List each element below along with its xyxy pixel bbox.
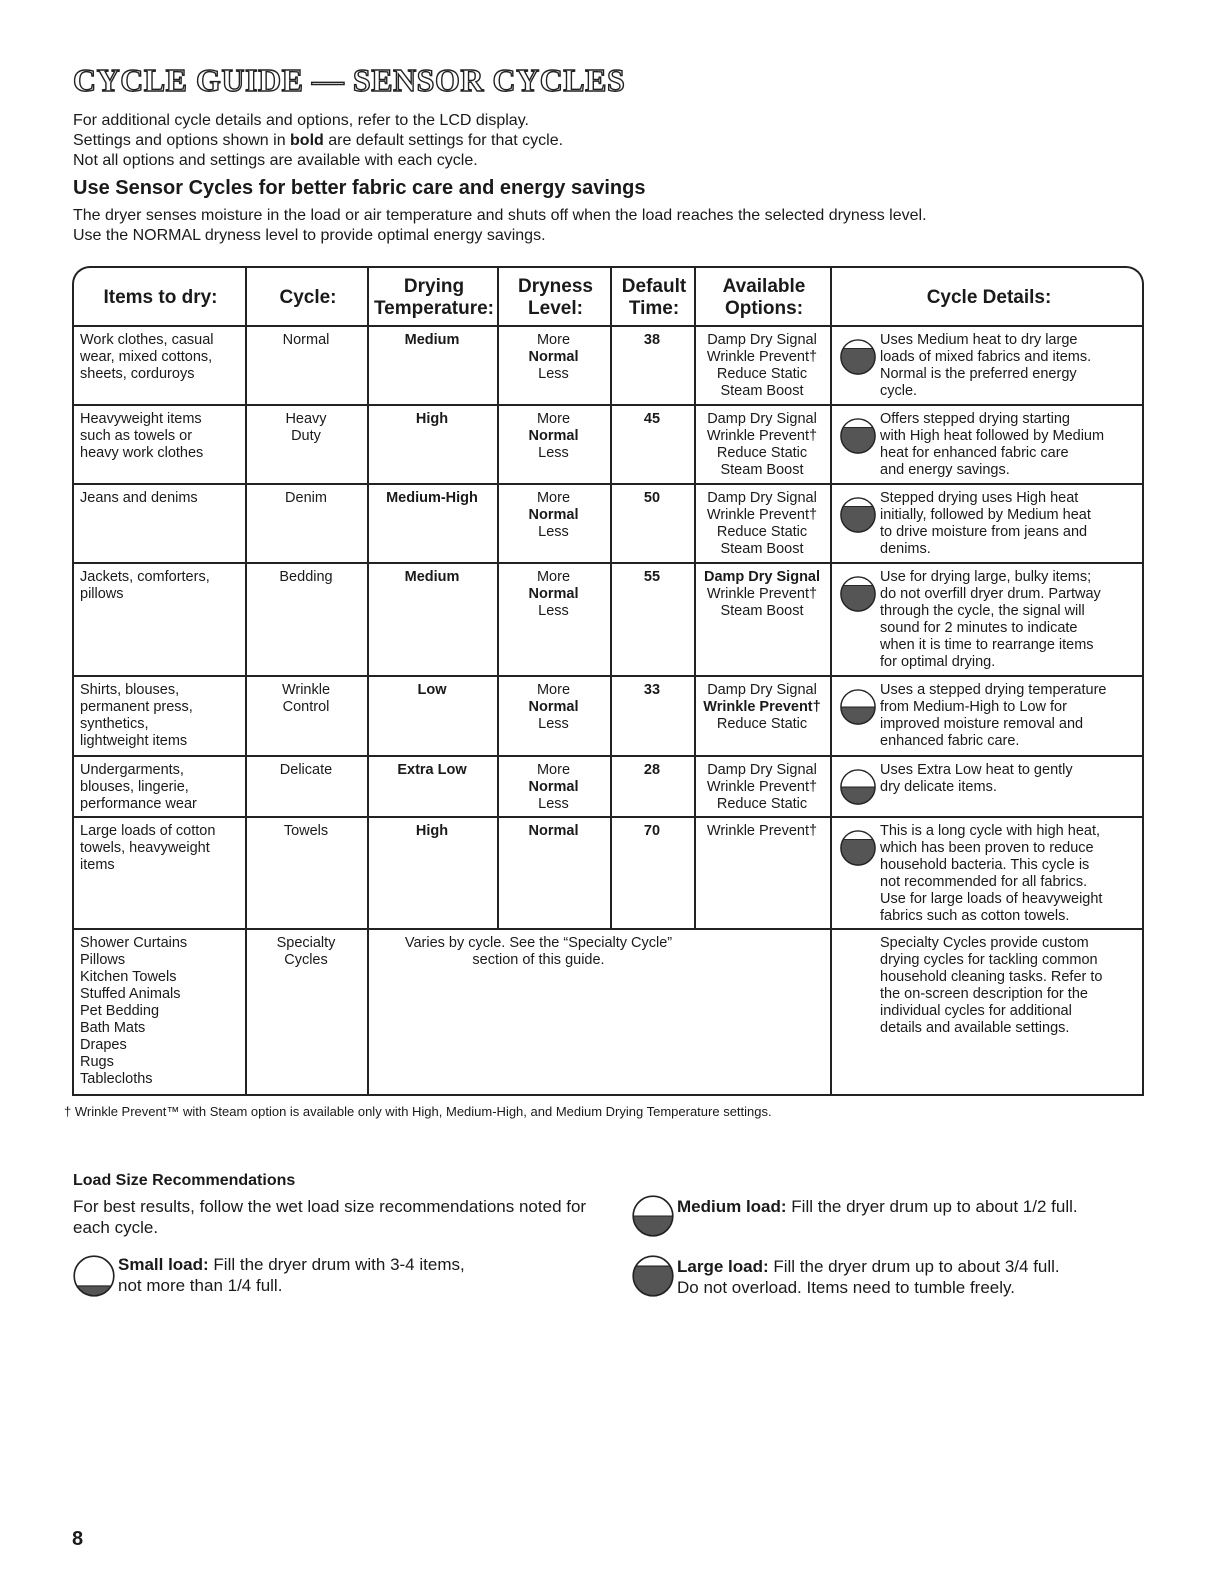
cycle-cell [245, 332, 367, 349]
medium-load-legend [631, 1194, 675, 1243]
dryness-cell-line: Less [538, 366, 569, 382]
column-divider [830, 405, 832, 484]
options-cell-line: Wrinkle Prevent† [706, 428, 818, 444]
load-size-icon [839, 417, 875, 453]
load-size-icon [839, 829, 875, 865]
details-cell-line: Specialty Cycles provide custom [880, 935, 1089, 951]
dryness-cell-line: Normal [528, 699, 579, 715]
section-line: The dryer senses moisture in the load or air temperature and shuts off when the load reaches the selected dryness level. [73, 207, 927, 224]
temperature-cell [367, 332, 497, 349]
load-size-icon [839, 575, 875, 611]
items-cell [80, 490, 243, 507]
time-cell-line: 70 [643, 823, 661, 839]
time-cell [610, 823, 694, 840]
row-divider [72, 816, 1144, 818]
cycle-cell [245, 569, 367, 586]
details-cell-line: the on-screen description for the [880, 986, 1088, 1002]
cycle-cell [245, 411, 367, 445]
dryness-cell [497, 332, 610, 383]
cycle-table [72, 266, 1144, 1095]
column-divider [830, 484, 832, 563]
details-cell-line: details and available settings. [880, 1020, 1070, 1036]
small-load-line: not more than 1/4 full. [118, 1276, 283, 1295]
column-divider [830, 817, 832, 929]
temperature-cell-line: Low [417, 682, 447, 698]
items-cell-line: sheets, corduroys [80, 366, 195, 382]
dryness-cell [497, 569, 610, 620]
options-cell-line: Damp Dry Signal [707, 411, 817, 427]
details-cell [880, 332, 1140, 400]
temperature-cell [367, 823, 497, 840]
time-cell-line: 55 [643, 569, 661, 585]
header-items: Items to dry: [103, 287, 218, 308]
dryness-cell [497, 411, 610, 462]
items-cell-line: Work clothes, casual [80, 332, 214, 348]
options-cell-line: Reduce Static [716, 366, 808, 382]
dryness-cell-line: More [536, 490, 571, 506]
details-cell [880, 490, 1140, 558]
options-cell-line: Reduce Static [716, 796, 808, 812]
load-size-heading: Load Size Recommendations [73, 1172, 296, 1189]
load-size-icon [839, 768, 875, 804]
items-cell [80, 823, 243, 874]
items-cell-line: wear, mixed cottons, [80, 349, 213, 365]
details-cell [880, 823, 1140, 925]
varies-cell-line: Varies by cycle. See the “Specialty Cycle” [404, 935, 673, 951]
intro-bold-word: bold [290, 132, 324, 149]
dryness-cell-line: Less [538, 796, 569, 812]
cycle-cell-line: Bedding [279, 569, 333, 585]
column-divider [245, 266, 247, 326]
temperature-cell-line: Medium [404, 569, 460, 585]
temperature-cell [367, 762, 497, 779]
details-cell-line: not recommended for all fabrics. [880, 874, 1088, 890]
items-cell-line: Bath Mats [80, 1020, 146, 1036]
details-cell-line: dry delicate items. [880, 779, 997, 795]
intro-line: Not all options and settings are available with each cycle. [73, 152, 478, 169]
load-large-icon [839, 338, 877, 376]
small-load-legend [72, 1254, 116, 1303]
options-cell [694, 682, 830, 733]
header-temperature: Drying Temperature: [373, 276, 494, 319]
items-cell-line: towels, heavyweight [80, 840, 210, 856]
dryness-cell-line: More [536, 569, 571, 585]
time-cell-line: 50 [643, 490, 661, 506]
details-cell-line: Normal is the preferred energy [880, 366, 1077, 382]
small-load-label: Small load: [118, 1255, 209, 1274]
options-cell-line: Reduce Static [716, 524, 808, 540]
row-divider [72, 562, 1144, 564]
options-cell [694, 762, 830, 813]
items-cell-line: such as towels or [80, 428, 193, 444]
details-cell-line: to drive moisture from jeans and [880, 524, 1088, 540]
temperature-cell-line: Extra Low [397, 762, 467, 778]
items-cell-line: Kitchen Towels [80, 969, 177, 985]
dryness-cell [497, 490, 610, 541]
column-divider [367, 266, 369, 326]
options-cell-line: Steam Boost [720, 603, 804, 619]
options-cell [694, 332, 830, 400]
items-cell [80, 332, 243, 383]
dryness-cell-line: Normal [528, 586, 579, 602]
options-cell-line: Wrinkle Prevent† [706, 507, 818, 523]
options-cell-line: Damp Dry Signal [707, 682, 817, 698]
dryness-cell-line: Less [538, 603, 569, 619]
row-divider [72, 325, 1144, 327]
items-cell [80, 569, 243, 603]
details-cell-line: This is a long cycle with high heat, [880, 823, 1101, 839]
temperature-cell [367, 569, 497, 586]
dryness-cell-line: More [536, 411, 571, 427]
temperature-cell-line: High [415, 823, 449, 839]
intro-text-part: Settings and options shown in [73, 132, 291, 149]
items-cell-line: permanent press, [80, 699, 193, 715]
time-cell-line: 45 [643, 411, 661, 427]
row-divider [72, 483, 1144, 485]
load-size-text: For best results, follow the wet load size recommendations noted for each cycle. [73, 1197, 587, 1237]
header-options: Available Options: [722, 276, 806, 319]
row-divider [72, 755, 1144, 757]
column-divider [610, 266, 612, 326]
cycle-cell-line: Normal [282, 332, 330, 348]
items-cell-line: Pillows [80, 952, 126, 968]
details-cell-line: for optimal drying. [880, 654, 996, 670]
column-divider [830, 563, 832, 676]
items-cell-line: Tablecloths [80, 1071, 153, 1087]
items-cell-line: Shower Curtains [80, 935, 188, 951]
options-cell-line: Damp Dry Signal [707, 762, 817, 778]
cycle-cell [245, 823, 367, 840]
load-medium-icon [839, 768, 877, 806]
small-load-note [118, 1254, 465, 1296]
varies-cell [367, 935, 710, 969]
dryness-cell [497, 762, 610, 813]
column-divider [830, 326, 832, 405]
time-cell-line: 28 [643, 762, 661, 778]
column-divider [830, 266, 832, 326]
details-cell [880, 411, 1140, 479]
medium-load-text: Fill the dryer drum up to about 1/2 full. [786, 1197, 1078, 1216]
details-cell-line: individual cycles for additional [880, 1003, 1072, 1019]
details-cell [880, 762, 1140, 796]
cycle-cell-line: Wrinkle [281, 682, 331, 698]
dryness-cell-line: Less [538, 524, 569, 540]
table-border [1142, 326, 1144, 1095]
dryness-cell-line: Normal [528, 779, 579, 795]
time-cell [610, 490, 694, 507]
details-cell-line: Uses a stepped drying temperature [880, 682, 1107, 698]
details-cell-line: when it is time to rearrange items [880, 637, 1094, 653]
dryness-cell-line: Normal [528, 823, 579, 839]
large-load-text: Fill the dryer drum up to about 3/4 full. [768, 1257, 1060, 1276]
large-load-label: Large load: [677, 1257, 769, 1276]
load-large-icon [839, 417, 877, 455]
medium-load-note [677, 1196, 1078, 1217]
details-cell [880, 682, 1140, 750]
intro-text [73, 111, 563, 171]
header-details: Cycle Details: [926, 287, 1052, 308]
items-cell-line: Stuffed Animals [80, 986, 181, 1002]
cycle-cell-line: Delicate [279, 762, 333, 778]
small-load-icon [72, 1254, 116, 1298]
load-size-icon [839, 688, 875, 724]
details-cell-line: household cleaning tasks. Refer to [880, 969, 1103, 985]
items-cell-line: synthetics, [80, 716, 149, 732]
details-cell-line: through the cycle, the signal will [880, 603, 1085, 619]
details-cell-line: Uses Extra Low heat to gently [880, 762, 1073, 778]
details-cell-line: sound for 2 minutes to indicate [880, 620, 1078, 636]
items-cell [80, 411, 243, 462]
medium-load-line [677, 1196, 1078, 1217]
details-cell-line: heat for enhanced fabric care [880, 445, 1069, 461]
medium-load-label: Medium load: [677, 1197, 787, 1216]
items-cell [80, 682, 243, 750]
options-cell-line: Steam Boost [720, 541, 804, 557]
details-cell-line: drying cycles for tackling common [880, 952, 1098, 968]
details-cell-line: fabrics such as cotton towels. [880, 908, 1070, 924]
column-divider [830, 929, 832, 1095]
items-cell-line: heavy work clothes [80, 445, 204, 461]
dryness-cell-line: Normal [528, 428, 579, 444]
options-cell [694, 490, 830, 558]
items-cell-line: Jeans and denims [80, 490, 198, 506]
small-load-line [118, 1254, 465, 1275]
time-cell-line: 38 [643, 332, 661, 348]
options-cell [694, 823, 830, 840]
options-cell-line: Wrinkle Prevent† [706, 779, 818, 795]
options-cell-line: Steam Boost [720, 462, 804, 478]
small-load-text: Fill the dryer drum with 3-4 items, [208, 1255, 465, 1274]
items-cell-line: Jackets, comforters, [80, 569, 210, 585]
load-size-icon [839, 496, 875, 532]
details-cell-line: Uses Medium heat to dry large [880, 332, 1078, 348]
load-large-icon [839, 829, 877, 867]
header-cycle: Cycle: [279, 287, 337, 308]
row-divider [72, 928, 1144, 930]
intro-line: For additional cycle details and options, refer to the LCD display. [73, 112, 529, 129]
medium-load-icon [631, 1194, 675, 1238]
options-cell-line: Reduce Static [716, 445, 808, 461]
load-large-icon [839, 575, 877, 613]
details-cell-line: with High heat followed by Medium [880, 428, 1105, 444]
items-cell [80, 935, 243, 1088]
items-cell-line: blouses, lingerie, [80, 779, 189, 795]
items-cell-line: Large loads of cotton [80, 823, 216, 839]
details-cell-line: household bacteria. This cycle is [880, 857, 1090, 873]
options-cell-line: Damp Dry Signal [707, 490, 817, 506]
table-border [72, 326, 74, 1095]
details-cell-line: improved moisture removal and [880, 716, 1084, 732]
dryness-cell-line: More [536, 332, 571, 348]
temperature-cell-line: Medium-High [386, 490, 478, 506]
options-cell-line: Wrinkle Prevent† [706, 586, 818, 602]
options-cell-line: Damp Dry Signal [703, 569, 821, 585]
options-cell-line: Wrinkle Prevent† [703, 699, 821, 715]
cycle-cell-line: Towels [283, 823, 329, 839]
items-cell-line: Undergarments, [80, 762, 184, 778]
details-cell-line: denims. [880, 541, 931, 557]
items-cell-line: Heavyweight items [80, 411, 202, 427]
items-cell-line: Shirts, blouses, [80, 682, 180, 698]
header-dryness: Dryness Level: [518, 276, 593, 319]
options-cell [694, 411, 830, 479]
header-time: Default Time: [621, 276, 687, 319]
table-header [72, 266, 1144, 326]
row-divider [72, 675, 1144, 677]
large-load-icon [631, 1254, 675, 1298]
time-cell [610, 411, 694, 428]
details-cell-line: and energy savings. [880, 462, 1010, 478]
dryness-cell-line: Normal [528, 507, 579, 523]
dryness-cell-line: Less [538, 716, 569, 732]
cycle-cell-line: Specialty [276, 935, 336, 951]
cycle-cell-line: Control [282, 699, 330, 715]
details-cell-line: cycle. [880, 383, 918, 399]
load-large-icon [839, 496, 877, 534]
dryness-cell-line: Less [538, 445, 569, 461]
time-cell [610, 332, 694, 349]
items-cell-line: lightweight items [80, 733, 188, 749]
cycle-cell-line: Heavy [285, 411, 327, 427]
row-divider [72, 404, 1144, 406]
details-cell [880, 935, 1140, 1037]
options-cell-line: Steam Boost [720, 383, 804, 399]
details-cell-line: from Medium-High to Low for [880, 699, 1067, 715]
items-cell [80, 762, 243, 813]
items-cell-line: performance wear [80, 796, 197, 812]
large-load-line [677, 1256, 1060, 1277]
temperature-cell-line: Medium [404, 332, 460, 348]
load-medium-icon [839, 688, 877, 726]
details-cell-line: initially, followed by Medium heat [880, 507, 1091, 523]
dryness-cell-line: More [536, 682, 571, 698]
cycle-cell-line: Cycles [284, 952, 328, 968]
details-cell-line: Use for drying large, bulky items; [880, 569, 1092, 585]
intro-line [73, 131, 563, 151]
cycle-cell [245, 935, 367, 969]
page-title: CYCLE GUIDE — SENSOR CYCLES [73, 62, 626, 98]
section-text [73, 206, 927, 246]
details-cell-line: do not overfill dryer drum. Partway [880, 586, 1101, 602]
dryness-cell-line: More [536, 762, 571, 778]
details-cell [880, 569, 1140, 671]
temperature-cell-line: High [415, 411, 449, 427]
time-cell [610, 569, 694, 586]
time-cell-line: 33 [643, 682, 661, 698]
large-load-legend [631, 1254, 675, 1303]
large-load-line: Do not overload. Items need to tumble freely. [677, 1278, 1015, 1297]
options-cell-line: Reduce Static [716, 716, 808, 732]
dryness-cell [497, 823, 610, 840]
items-cell-line: Drapes [80, 1037, 127, 1053]
page-number: 8 [72, 1528, 84, 1550]
items-cell-line: Pet Bedding [80, 1003, 160, 1019]
time-cell [610, 762, 694, 779]
load-size-icon [839, 338, 875, 374]
column-divider [497, 266, 499, 326]
footnote: † Wrinkle Prevent™ with Steam option is available only with High, Medium-High, and Medium Drying Temperature settings. [64, 1104, 772, 1119]
details-cell-line: enhanced fabric care. [880, 733, 1020, 749]
details-cell-line: which has been proven to reduce [880, 840, 1094, 856]
section-heading: Use Sensor Cycles for better fabric care and energy savings [73, 177, 646, 199]
temperature-cell [367, 682, 497, 699]
items-cell-line: items [80, 857, 115, 873]
options-cell [694, 569, 830, 620]
intro-text-part: are default settings for that cycle. [323, 132, 564, 149]
details-cell-line: loads of mixed fabrics and items. [880, 349, 1092, 365]
options-cell-line: Damp Dry Signal [707, 332, 817, 348]
large-load-note [677, 1256, 1060, 1298]
temperature-cell [367, 490, 497, 507]
options-cell-line: Wrinkle Prevent† [706, 823, 818, 839]
dryness-cell-line: Normal [528, 349, 579, 365]
cycle-cell [245, 762, 367, 779]
time-cell [610, 682, 694, 699]
details-cell-line: Use for large loads of heavyweight [880, 891, 1103, 907]
details-cell-line: Offers stepped drying starting [880, 411, 1070, 427]
items-cell-line: pillows [80, 586, 124, 602]
options-cell-line: Wrinkle Prevent† [706, 349, 818, 365]
row-divider [72, 1094, 1144, 1096]
cycle-cell [245, 490, 367, 507]
items-cell-line: Rugs [80, 1054, 114, 1070]
cycle-cell [245, 682, 367, 716]
dryness-cell [497, 682, 610, 733]
section-line: Use the NORMAL dryness level to provide optimal energy savings. [73, 227, 546, 244]
column-divider [694, 266, 696, 326]
varies-cell-line: section of this guide. [472, 952, 605, 968]
temperature-cell [367, 411, 497, 428]
column-divider [830, 676, 832, 756]
cycle-cell-line: Denim [285, 490, 327, 506]
cycle-cell-line: Duty [291, 428, 321, 444]
column-divider [830, 756, 832, 817]
details-cell-line: Stepped drying uses High heat [880, 490, 1079, 506]
